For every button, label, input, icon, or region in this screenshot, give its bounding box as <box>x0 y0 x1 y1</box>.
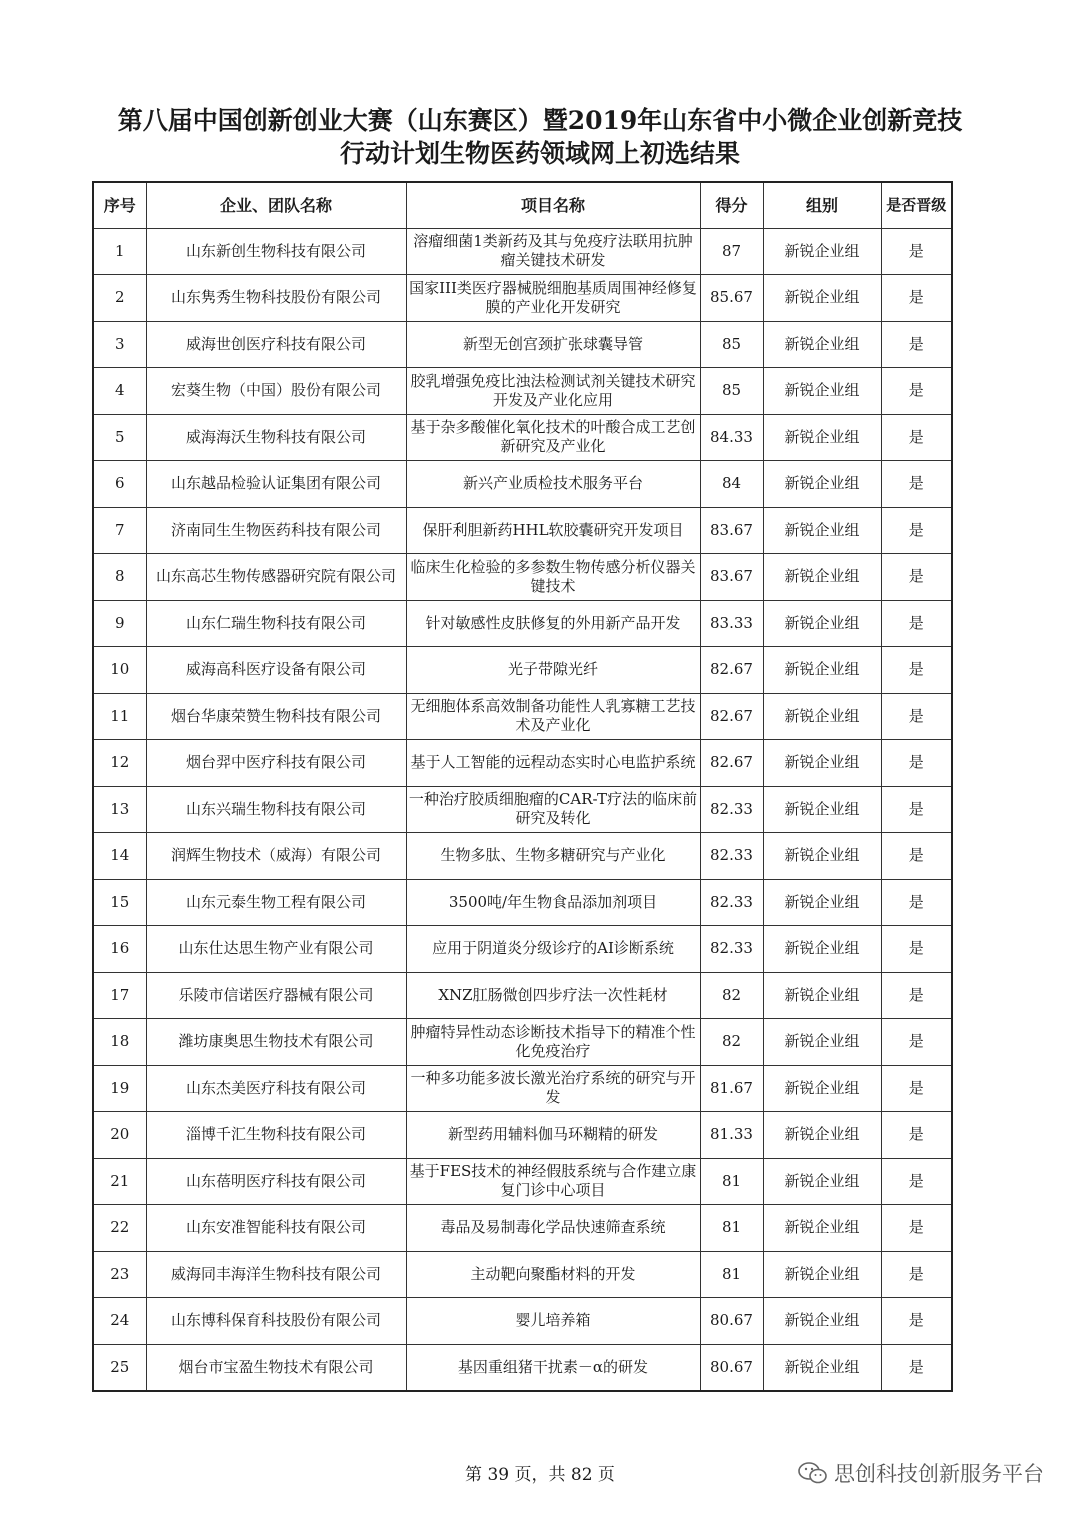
cell-group: 新锐企业组 <box>763 1019 881 1066</box>
cell-project: 国家III类医疗器械脱细胞基质周围神经修复膜的产业化开发研究 <box>406 275 700 322</box>
cell-score: 82.67 <box>700 740 763 787</box>
table-row <box>93 414 952 461</box>
cell-score: 82.33 <box>700 879 763 926</box>
cell-company: 乐陵市信诺医疗器械有限公司 <box>146 972 406 1019</box>
cell-group: 新锐企业组 <box>763 275 881 322</box>
cell-project: 基因重组猪干扰素－α的研发 <box>406 1344 700 1391</box>
page-number: 第 39 页，共 82 页 <box>465 1465 615 1485</box>
cell-project: 基于人工智能的远程动态实时心电监护系统 <box>406 740 700 787</box>
cell-company: 山东安准智能科技有限公司 <box>146 1205 406 1252</box>
cell-company: 山东仕达思生物产业有限公司 <box>146 926 406 973</box>
cell-company: 山东博科保育科技股份有限公司 <box>146 1298 406 1345</box>
cell-score: 81 <box>700 1205 763 1252</box>
cell-project: 新型药用辅料伽马环糊精的研发 <box>406 1112 700 1159</box>
header-score: 得分 <box>700 182 763 228</box>
cell-company: 润辉生物技术（威海）有限公司 <box>146 833 406 880</box>
cell-group: 新锐企业组 <box>763 833 881 880</box>
cell-advance: 是 <box>881 600 952 647</box>
cell-advance: 是 <box>881 833 952 880</box>
cell-project: 一种治疗胶质细胞瘤的CAR-T疗法的临床前研究及转化 <box>406 786 700 833</box>
cell-group: 新锐企业组 <box>763 1158 881 1205</box>
cell-company: 济南同生生物医药科技有限公司 <box>146 507 406 554</box>
cell-advance: 是 <box>881 972 952 1019</box>
header-advance: 是否晋级 <box>881 182 952 228</box>
cell-group: 新锐企业组 <box>763 740 881 787</box>
table-row <box>93 693 952 740</box>
cell-index: 25 <box>93 1344 146 1391</box>
cell-company: 烟台羿中医疗科技有限公司 <box>146 740 406 787</box>
cell-company: 淄博千汇生物科技有限公司 <box>146 1112 406 1159</box>
cell-score: 84 <box>700 461 763 508</box>
cell-score: 85.67 <box>700 275 763 322</box>
cell-index: 22 <box>93 1205 146 1252</box>
cell-project: 光子带隙光纤 <box>406 647 700 694</box>
cell-advance: 是 <box>881 647 952 694</box>
table-row <box>93 554 952 601</box>
cell-index: 1 <box>93 228 146 275</box>
table-row <box>93 600 952 647</box>
cell-advance: 是 <box>881 1158 952 1205</box>
cell-group: 新锐企业组 <box>763 1205 881 1252</box>
table-row <box>93 879 952 926</box>
cell-index: 16 <box>93 926 146 973</box>
table-row <box>93 228 952 275</box>
cell-advance: 是 <box>881 228 952 275</box>
table-row <box>93 1344 952 1391</box>
cell-company: 山东高芯生物传感器研究院有限公司 <box>146 554 406 601</box>
cell-project: 新型无创宫颈扩张球囊导管 <box>406 321 700 368</box>
cell-group: 新锐企业组 <box>763 368 881 415</box>
table-row <box>93 833 952 880</box>
cell-company: 宏葵生物（中国）股份有限公司 <box>146 368 406 415</box>
table-row <box>93 1065 952 1112</box>
cell-company: 山东蓓明医疗科技有限公司 <box>146 1158 406 1205</box>
results-table <box>92 181 953 1392</box>
cell-advance: 是 <box>881 461 952 508</box>
table-row <box>93 461 952 508</box>
cell-score: 85 <box>700 321 763 368</box>
cell-project: 毒品及易制毒化学品快速筛查系统 <box>406 1205 700 1252</box>
cell-advance: 是 <box>881 1112 952 1159</box>
cell-index: 21 <box>93 1158 146 1205</box>
cell-project: 针对敏感性皮肤修复的外用新产品开发 <box>406 600 700 647</box>
wechat-icon <box>798 1461 828 1485</box>
table-row <box>93 972 952 1019</box>
document-title <box>60 104 1020 170</box>
table-row <box>93 321 952 368</box>
cell-group: 新锐企业组 <box>763 507 881 554</box>
cell-group: 新锐企业组 <box>763 1112 881 1159</box>
table-row <box>93 1158 952 1205</box>
cell-index: 5 <box>93 414 146 461</box>
cell-advance: 是 <box>881 693 952 740</box>
cell-company: 山东新创生物科技有限公司 <box>146 228 406 275</box>
table-row <box>93 275 952 322</box>
table-row <box>93 926 952 973</box>
table-row <box>93 1298 952 1345</box>
cell-project: 基于杂多酸催化氧化技术的叶酸合成工艺创新研究及产业化 <box>406 414 700 461</box>
cell-group: 新锐企业组 <box>763 693 881 740</box>
cell-index: 6 <box>93 461 146 508</box>
cell-group: 新锐企业组 <box>763 600 881 647</box>
cell-company: 威海高科医疗设备有限公司 <box>146 647 406 694</box>
title-line-1: 第八届中国创新创业大赛（山东赛区）暨2019年山东省中小微企业创新竞技 <box>117 106 963 135</box>
cell-score: 80.67 <box>700 1344 763 1391</box>
cell-project: 基于FES技术的神经假肢系统与合作建立康复门诊中心项目 <box>406 1158 700 1205</box>
cell-index: 13 <box>93 786 146 833</box>
cell-group: 新锐企业组 <box>763 228 881 275</box>
cell-group: 新锐企业组 <box>763 1344 881 1391</box>
cell-company: 山东越品检验认证集团有限公司 <box>146 461 406 508</box>
cell-index: 11 <box>93 693 146 740</box>
cell-group: 新锐企业组 <box>763 879 881 926</box>
cell-score: 81.33 <box>700 1112 763 1159</box>
cell-index: 18 <box>93 1019 146 1066</box>
cell-project: 临床生化检验的多参数生物传感分析仪器关键技术 <box>406 554 700 601</box>
cell-score: 82 <box>700 1019 763 1066</box>
cell-score: 82.33 <box>700 786 763 833</box>
watermark <box>798 1458 1044 1488</box>
cell-project: 溶瘤细菌1类新药及其与免疫疗法联用抗肿瘤关键技术研发 <box>406 228 700 275</box>
cell-score: 83.33 <box>700 600 763 647</box>
cell-index: 15 <box>93 879 146 926</box>
cell-group: 新锐企业组 <box>763 972 881 1019</box>
table-row <box>93 1251 952 1298</box>
cell-project: 3500吨/年生物食品添加剂项目 <box>406 879 700 926</box>
cell-index: 23 <box>93 1251 146 1298</box>
table-row <box>93 507 952 554</box>
cell-index: 9 <box>93 600 146 647</box>
cell-advance: 是 <box>881 414 952 461</box>
cell-score: 85 <box>700 368 763 415</box>
cell-advance: 是 <box>881 926 952 973</box>
cell-index: 24 <box>93 1298 146 1345</box>
cell-score: 84.33 <box>700 414 763 461</box>
cell-group: 新锐企业组 <box>763 414 881 461</box>
header-project: 项目名称 <box>406 182 700 228</box>
cell-advance: 是 <box>881 554 952 601</box>
cell-project: 婴儿培养箱 <box>406 1298 700 1345</box>
table-row <box>93 786 952 833</box>
cell-group: 新锐企业组 <box>763 461 881 508</box>
cell-company: 烟台华康荣赞生物科技有限公司 <box>146 693 406 740</box>
cell-project: 保肝利胆新药HHL软胶囊研究开发项目 <box>406 507 700 554</box>
cell-advance: 是 <box>881 1298 952 1345</box>
cell-project: 应用于阴道炎分级诊疗的AI诊断系统 <box>406 926 700 973</box>
header-company: 企业、团队名称 <box>146 182 406 228</box>
cell-score: 82.33 <box>700 833 763 880</box>
cell-score: 81 <box>700 1251 763 1298</box>
cell-advance: 是 <box>881 368 952 415</box>
cell-score: 81.67 <box>700 1065 763 1112</box>
table-row <box>93 1112 952 1159</box>
cell-project: 胶乳增强免疫比浊法检测试剂关键技术研究开发及产业化应用 <box>406 368 700 415</box>
cell-advance: 是 <box>881 786 952 833</box>
cell-score: 83.67 <box>700 507 763 554</box>
cell-advance: 是 <box>881 1065 952 1112</box>
cell-company: 山东杰美医疗科技有限公司 <box>146 1065 406 1112</box>
cell-score: 82 <box>700 972 763 1019</box>
cell-group: 新锐企业组 <box>763 647 881 694</box>
cell-company: 山东元泰生物工程有限公司 <box>146 879 406 926</box>
cell-advance: 是 <box>881 321 952 368</box>
cell-company: 潍坊康奥思生物技术有限公司 <box>146 1019 406 1066</box>
cell-advance: 是 <box>881 1019 952 1066</box>
cell-score: 80.67 <box>700 1298 763 1345</box>
cell-index: 14 <box>93 833 146 880</box>
table-header-row <box>93 182 952 228</box>
cell-score: 83.67 <box>700 554 763 601</box>
cell-advance: 是 <box>881 275 952 322</box>
watermark-text: 思创科技创新服务平台 <box>834 1462 1044 1486</box>
cell-company: 威海海沃生物科技有限公司 <box>146 414 406 461</box>
title-line-2: 行动计划生物医药领域网上初选结果 <box>339 139 740 168</box>
cell-group: 新锐企业组 <box>763 1298 881 1345</box>
cell-company: 山东兴瑞生物科技有限公司 <box>146 786 406 833</box>
cell-group: 新锐企业组 <box>763 321 881 368</box>
cell-project: 肿瘤特异性动态诊断技术指导下的精准个性化免疫治疗 <box>406 1019 700 1066</box>
cell-company: 威海世创医疗科技有限公司 <box>146 321 406 368</box>
table-row <box>93 647 952 694</box>
table-row <box>93 368 952 415</box>
cell-advance: 是 <box>881 740 952 787</box>
header-index: 序号 <box>93 182 146 228</box>
cell-project: 无细胞体系高效制备功能性人乳寡糖工艺技术及产业化 <box>406 693 700 740</box>
cell-index: 17 <box>93 972 146 1019</box>
cell-score: 87 <box>700 228 763 275</box>
table-row <box>93 1205 952 1252</box>
cell-index: 10 <box>93 647 146 694</box>
cell-project: 主动靶向聚酯材料的开发 <box>406 1251 700 1298</box>
cell-advance: 是 <box>881 507 952 554</box>
cell-project: 一种多功能多波长激光治疗系统的研究与开发 <box>406 1065 700 1112</box>
cell-company: 山东仁瑞生物科技有限公司 <box>146 600 406 647</box>
cell-group: 新锐企业组 <box>763 554 881 601</box>
cell-group: 新锐企业组 <box>763 1251 881 1298</box>
cell-project: 生物多肽、生物多糖研究与产业化 <box>406 833 700 880</box>
cell-group: 新锐企业组 <box>763 926 881 973</box>
cell-group: 新锐企业组 <box>763 786 881 833</box>
cell-advance: 是 <box>881 1205 952 1252</box>
cell-index: 4 <box>93 368 146 415</box>
cell-index: 7 <box>93 507 146 554</box>
cell-advance: 是 <box>881 1344 952 1391</box>
cell-score: 81 <box>700 1158 763 1205</box>
cell-index: 2 <box>93 275 146 322</box>
cell-project: 新兴产业质检技术服务平台 <box>406 461 700 508</box>
cell-index: 3 <box>93 321 146 368</box>
cell-group: 新锐企业组 <box>763 1065 881 1112</box>
cell-advance: 是 <box>881 1251 952 1298</box>
cell-score: 82.67 <box>700 693 763 740</box>
cell-company: 山东隽秀生物科技股份有限公司 <box>146 275 406 322</box>
cell-index: 20 <box>93 1112 146 1159</box>
cell-company: 烟台市宝盈生物技术有限公司 <box>146 1344 406 1391</box>
table-body <box>93 228 952 1391</box>
table-row <box>93 1019 952 1066</box>
header-group: 组别 <box>763 182 881 228</box>
cell-index: 12 <box>93 740 146 787</box>
cell-project: XNZ肛肠微创四步疗法一次性耗材 <box>406 972 700 1019</box>
table-row <box>93 740 952 787</box>
cell-advance: 是 <box>881 879 952 926</box>
cell-company: 威海同丰海洋生物科技有限公司 <box>146 1251 406 1298</box>
cell-index: 19 <box>93 1065 146 1112</box>
cell-index: 8 <box>93 554 146 601</box>
cell-score: 82.33 <box>700 926 763 973</box>
cell-score: 82.67 <box>700 647 763 694</box>
